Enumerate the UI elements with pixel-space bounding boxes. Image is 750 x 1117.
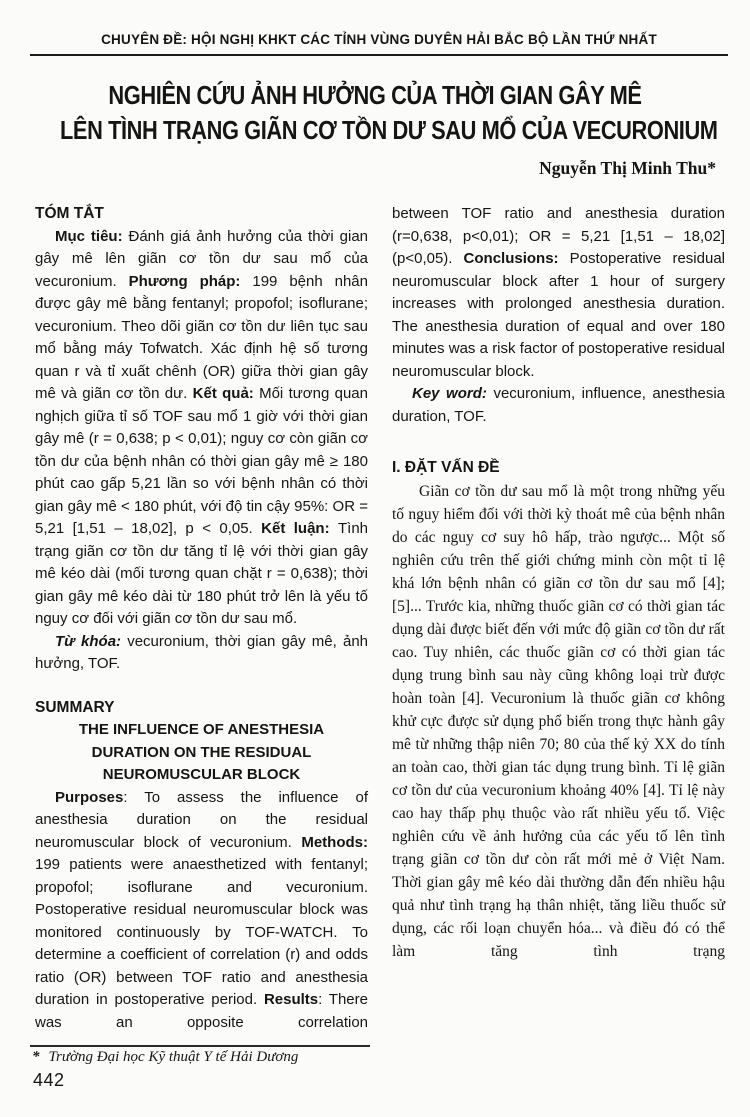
abstract-vi-keywords: Từ khóa: vecuronium, thời gian gây mê, ảnh hưởng, TOF. (35, 632, 369, 672)
abstract-en-continued: between TOF ratio and anesthesia duration (r=0,638, p<0,01); OR = 5,21 [1,51 – 18,02] (p<0,05). Conclusions: Postoperative residual neuromuscular block after 1 hour of surgery increases with prolonged anesthesia duration. The anesthesia duration of equal and over 180 minutes was a risk factor of postoperative residual neuromuscular block. (392, 205, 725, 380)
article-title (60, 78, 718, 148)
journal-header-text: CHUYÊN ĐỀ: HỘI NGHỊ KHKT CÁC TỈNH VÙNG DUYÊN HẢI BẮC BỘ LẦN THỨ NHẤT (101, 32, 657, 47)
summary-title (35, 719, 368, 787)
summary-title-line1: THE INFLUENCE OF ANESTHESIA (78, 721, 325, 738)
left-column (35, 203, 368, 1034)
summary-title-line3: NEUROMUSCULAR BLOCK (102, 766, 301, 783)
intro-heading: I. ĐẶT VẤN ĐỀ (392, 459, 500, 476)
tom-tat-heading: TÓM TẮT (35, 205, 104, 222)
journal-header (30, 32, 728, 56)
footnote-text: Trường Đại học Kỹ thuật Y tế Hải Dương (48, 1049, 299, 1065)
footnote (32, 1049, 298, 1066)
article-title-line2: LÊN TÌNH TRẠNG GIÃN CƠ TỒN DƯ SAU MỔ CỦA VECURONIUM (60, 115, 718, 145)
abstract-vi-paragraph: Mục tiêu: Đánh giá ảnh hưởng của thời gian gây mê lên giãn cơ tồn dư sau mổ của vecuronium. Phương pháp: 199 bệnh nhân được gây mê bằng fentanyl; propofol; isoflurane; vecuronium. Theo dõi giãn cơ tồn dư liên tục sau mổ bằng máy Tofwatch. Xác định hệ số tương quan r và tỉ xuất chênh (OR) giữa thời gian gây mê và giãn cơ tồn dư. Kết quả: Mối tương quan nghịch giữa tỉ số TOF sau mổ 1 giờ với thời gian gây mê (r = 0,638; p < 0,01); nguy cơ còn giãn cơ tồn dư của bệnh nhân có thời gian gây mê ≥ 180 phút cao gấp 5,21 lần so với bệnh nhân có thời gian gây mê < 180 phút, với độ tin cậy 95%: OR = 5,21 [1,51 – 18,02], p < 0,05. Kết luận: Tình trạng giãn cơ tồn dư tăng tỉ lệ với thời gian gây mê kéo dài (mối tương quan chặt r = 0,638); thời gian gây mê kéo dài từ 180 phút trở lên là yếu tố nguy cơ đối với giãn cơ tồn dư sau mổ. (35, 227, 369, 627)
author-name: Nguyễn Thị Minh Thu* (539, 158, 716, 178)
summary-heading: SUMMARY (35, 698, 115, 716)
article-body (35, 203, 725, 1034)
footnote-marker: * (32, 1049, 40, 1065)
article-title-line1: NGHIÊN CỨU ẢNH HƯỞNG CỦA THỜI GIAN GÂY MÊ (108, 80, 642, 110)
footnote-rule (30, 1045, 370, 1047)
page-number: 442 (33, 1070, 65, 1090)
abstract-en-keywords: Key word: vecuronium, influence, anesthesia duration, TOF. (392, 385, 725, 425)
summary-title-line2: DURATION ON THE RESIDUAL (91, 743, 312, 761)
abstract-en-paragraph: Purposes: To assess the influence of anesthesia duration on the residual neuromuscular block of vecuronium. Methods: 199 patients were anaesthetized with fentanyl; propofol; isoflurane and vecuronium. Postoperative residual neuromuscular block was monitored continuously by TOF-WATCH. To determine a coefficient of correlation (r) and odds ratio (OR) between TOF ratio and anesthesia duration in postoperative period. Results: There was an opposite correlation (35, 788, 368, 1031)
right-column (392, 203, 725, 1034)
intro-paragraph: Giãn cơ tồn dư sau mổ là một trong những yếu tố nguy hiểm đối với thời kỳ thoát mê của bệnh nhân do các nguy cơ suy hô hấp, trào ngược... Một số nghiên cứu trên thế giới chứng minh còn một tỉ lệ khá lớn bệnh nhân có giãn cơ tồn dư sau mổ [4]; [5]... Trước kia, những thuốc giãn cơ có thời gian tác dụng dài được biết đến với mức độ giãn cơ tồn dư rất cao. Tuy nhiên, các thuốc giãn cơ có thời gian tác dụng trung bình sau này cũng không loại trừ được hoàn toàn [4]. Vecuronium là thuốc giãn cơ không khử cực được sử dụng phổ biến trong thực hành gây mê từ những thập niên 70; 80 của thế kỷ XX do tính an toàn cao, thời gian tác dụng trung bình. Tỉ lệ giãn cơ tồn dư của vecuronium khoảng 40% [4]. Tỉ lệ này cao hay thấp phụ thuộc vào rất nhiều yếu tố. Việc nghiên cứu về ảnh hưởng của các yếu tố lên tình trạng giãn cơ tồn dư còn rất mới mẻ ở Việt Nam. Thời gian gây mê kéo dài thường dẫn đến nhiều hậu quả như tình trạng hạ thân nhiệt, tăng liều thuốc sử dụng, các rối loạn chuyển hóa... và điều đó có thể làm tăng tình trạng (392, 482, 725, 960)
